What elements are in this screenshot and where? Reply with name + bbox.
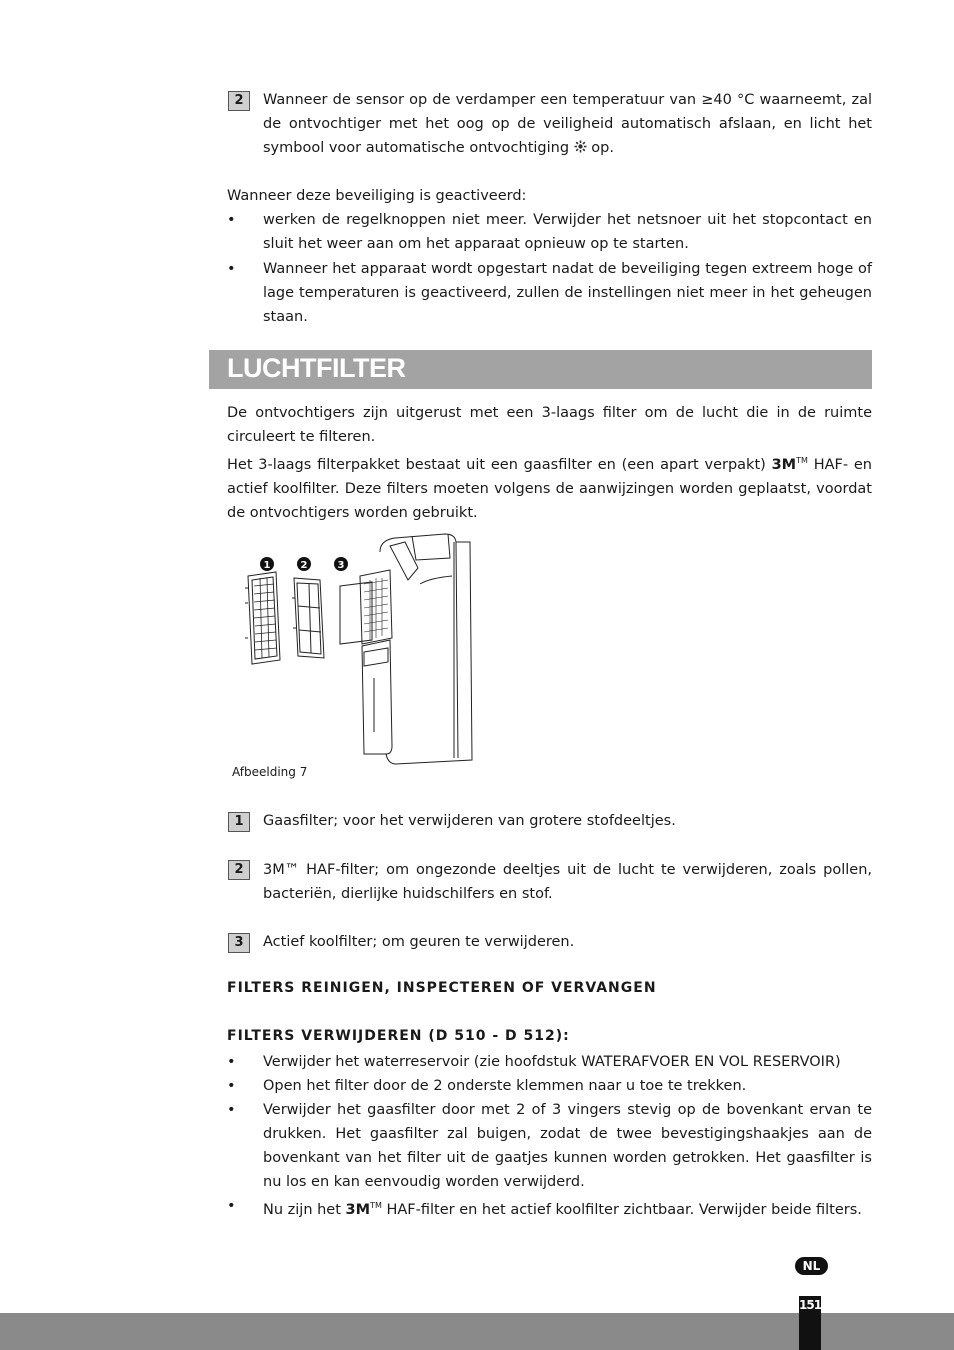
subheading-clean-inspect: FILTERS REINIGEN, INSPECTEREN OF VERVANGEN (227, 980, 657, 996)
bullet-marker: • (227, 1102, 236, 1118)
page-number-tab (799, 1296, 821, 1350)
filter-text-3: Actief koolfilter; om geuren te verwijderen. (263, 934, 575, 950)
language-badge: NL (795, 1257, 828, 1275)
trademark: TM (796, 456, 808, 465)
last-bullet-start: Nu zijn het (263, 1201, 346, 1218)
section-header-bar (209, 350, 872, 389)
removal-bullet-4 (263, 1194, 872, 1222)
removal-bullet-2: Open het filter door de 2 onderste klemmen naar u toe te trekken. (263, 1078, 747, 1094)
step-number-box: 2 (228, 91, 250, 111)
filter-text-1: Gaasfilter; voor het verwijderen van grotere stofdeeltjes. (263, 813, 676, 829)
brand-3m: 3M (771, 456, 797, 473)
bullet-marker: • (227, 1198, 236, 1214)
page-number: 151 (799, 1298, 822, 1312)
step-text (263, 88, 872, 160)
trademark: TM (370, 1201, 382, 1210)
protection-bullet-1: werken de regelknoppen niet meer. Verwijder het netsnoer uit het stopcontact en sluit het weer aan om het apparaat opnieuw op te starten. (263, 212, 872, 252)
removal-bullet-1: Verwijder het waterreservoir (zie hoofdstuk WATERAFVOER EN VOL RESERVOIR) (263, 1054, 841, 1070)
filter-text-2: 3M™ HAF-filter; om ongezonde deeltjes uit de lucht te verwijderen, zoals pollen, bacteriën, dierlijke huidschilfers en stof. (263, 862, 872, 902)
figure-marker-1: 1 (263, 560, 271, 571)
vent-grille (364, 578, 388, 640)
intro-p2-end: HAF- en actief koolfilter. Deze filters moeten volgens de aanwijzingen worden geplaatst, voordat de ontvochtigers worden gebruikt. (227, 456, 872, 521)
filter-number-3: 3 (228, 933, 250, 953)
mesh-filter-drawing (245, 572, 280, 664)
dehumidifier-drawing (360, 534, 472, 764)
brand-3m: 3M (345, 1201, 371, 1218)
intro-p2-start: Het 3-laags filterpakket bestaat uit een gaasfilter en (een apart verpakt) (227, 456, 772, 473)
filter-number-1: 1 (228, 812, 250, 832)
bullet-marker: • (227, 1078, 236, 1094)
haf-filter-drawing (292, 578, 324, 658)
subheading-remove-filters: FILTERS VERWIJDEREN (D 510 - D 512): (227, 1028, 570, 1044)
figure-markers (260, 557, 348, 571)
bullet-marker: • (227, 212, 236, 228)
protection-intro: Wanneer deze beveiliging is geactiveerd: (227, 188, 527, 204)
figure-caption: Afbeelding 7 (232, 765, 308, 779)
filter-number-2: 2 (228, 860, 250, 880)
removal-bullet-3: Verwijder het gaasfilter door met 2 of 3 vingers stevig op de bovenkant ervan te drukken. Het gaasfilter zal buigen, zodat de twee bevestigingshaakjes aan de bovenkant van het filter uit de gaatjes kunnen worden getrokken. Het gaasfilter is nu los en kan eenvoudig worden verwijderd. (263, 1102, 872, 1190)
bullet-marker: • (227, 1054, 236, 1070)
step-text-main: Wanneer de sensor op de verdamper een temperatuur van ≥40 °C waarneemt, zal de ontvochtiger met het oog op de veiligheid automatisch afslaan, en licht het symbool voor automatische ontvochtiging (263, 92, 872, 156)
last-bullet-end: HAF-filter en het actief koolfilter zichtbaar. Verwijder beide filters. (381, 1201, 862, 1218)
section-title: LUCHTFILTER (227, 353, 406, 383)
figure-marker-2: 2 (300, 560, 308, 571)
filter-diagram (240, 528, 480, 768)
figure-marker-3: 3 (337, 560, 345, 571)
step-text-tail: op. (586, 140, 614, 156)
auto-dehumidify-icon (574, 140, 587, 153)
protection-bullet-2: Wanneer het apparaat wordt opgestart nadat de beveiliging tegen extreem hoge of lage temperaturen is geactiveerd, zullen de instellingen niet meer in het geheugen staan. (263, 261, 872, 325)
bullet-marker: • (227, 261, 236, 277)
intro-paragraph-1: De ontvochtigers zijn uitgerust met een 3-laags filter om de lucht die in de ruimte circuleert te filteren. (227, 405, 872, 445)
intro-paragraph-2 (227, 449, 872, 525)
